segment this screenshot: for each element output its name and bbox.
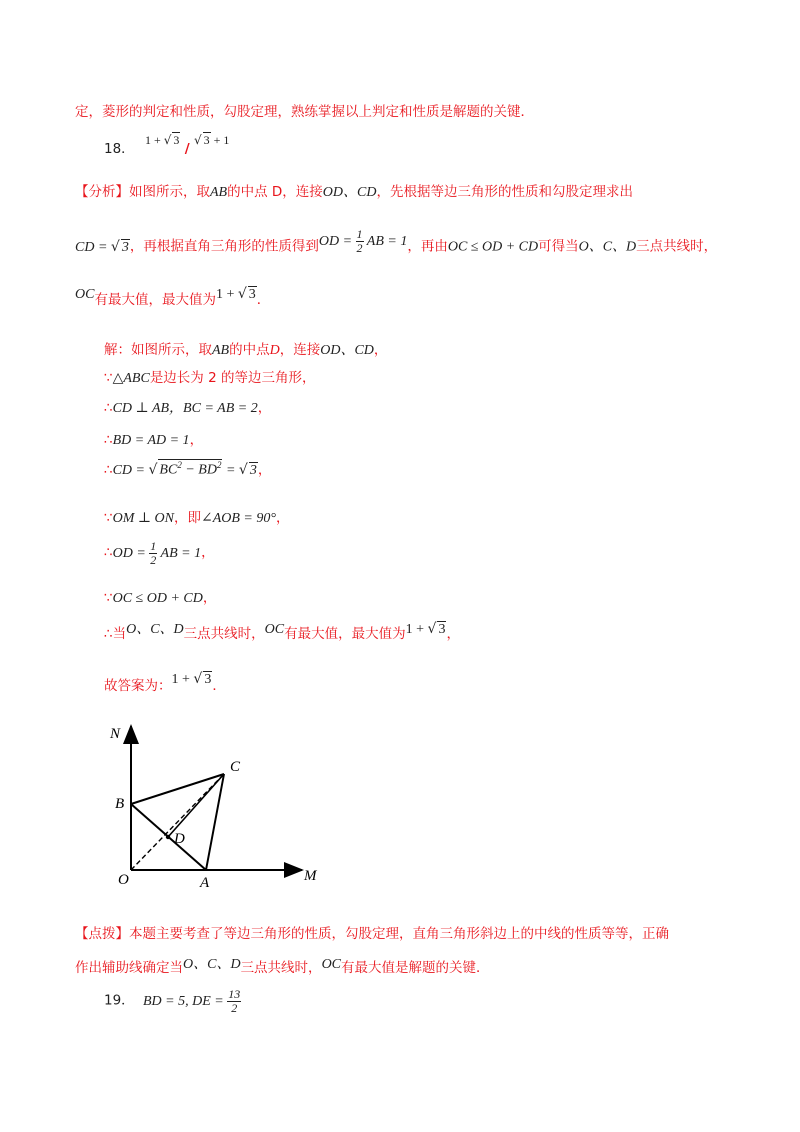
analysis-text: ．	[256, 292, 271, 308]
solution-text: ，	[189, 432, 204, 448]
analysis-text: 如图所示，取	[129, 184, 210, 200]
math-oc-le-od-cd: OC ≤ OD + CD	[112, 591, 203, 606]
analysis-text: 有最大值，最大值为	[94, 292, 216, 308]
math-o-c-d: O、C、D	[126, 622, 184, 637]
math-od-cd: OD、CD	[322, 185, 377, 200]
solution-line-1	[104, 338, 387, 359]
math-oc-le-od-cd: OC ≤ OD + CD	[447, 239, 539, 255]
therefore-symbol: ∴	[104, 462, 113, 478]
math-ab: AB	[210, 185, 228, 200]
remark-line-2	[75, 956, 490, 977]
q19-answer-row	[104, 988, 241, 1015]
solution-line-9	[104, 622, 460, 643]
q18-number: 18．	[104, 141, 135, 157]
q19-number: 19．	[104, 992, 135, 1009]
solution-text: ，	[257, 462, 272, 478]
solution-text: ，连接	[279, 342, 321, 358]
remark-line-1	[75, 922, 669, 942]
math-oc: OC	[75, 287, 95, 302]
label-c: C	[230, 759, 241, 775]
analysis-text: ，先根据等边三角形的性质和勾股定理求出	[376, 184, 633, 200]
math-o-c-d: O、C、D	[578, 239, 637, 255]
q18-answer-row	[104, 132, 229, 157]
therefore-symbol: ∴	[104, 626, 113, 642]
solution-text: ，	[446, 626, 460, 642]
math-od-cd: OD、CD	[320, 343, 374, 358]
math-oc: OC	[321, 957, 342, 972]
solution-line-5	[104, 458, 271, 479]
solution-line-3	[104, 396, 271, 417]
point-d-dot	[166, 835, 170, 839]
analysis-text: 的中点 D，连接	[227, 184, 323, 200]
answer-label: 故答案为：	[104, 678, 172, 694]
math-1-plus-sqrt3: 1 + √ 3	[215, 286, 256, 302]
therefore-symbol: ∴	[104, 400, 113, 416]
math-ab: AB	[212, 343, 230, 358]
math-bd-ad: BD = AD = 1	[112, 433, 190, 448]
because-symbol: ∵	[104, 590, 113, 606]
analysis-text: ，再由	[407, 238, 448, 255]
math-triangle-abc: △ABC	[112, 371, 150, 386]
text-line-top	[75, 100, 534, 120]
because-symbol: ∵	[104, 370, 113, 386]
solution-text: 三点共线时，	[183, 626, 265, 642]
because-symbol: ∵	[104, 510, 113, 526]
solution-text: ．	[212, 678, 226, 694]
geometry-diagram	[106, 718, 346, 898]
label-d: D	[174, 831, 185, 847]
math-cd-pythag: CD = √ $BC^2 - BD^2$ = √ 3	[112, 460, 257, 478]
label-o: O	[118, 872, 129, 888]
solution-line-6	[104, 506, 289, 527]
analysis-tag: 【分析】	[75, 184, 129, 200]
solution-text: ，	[201, 544, 215, 561]
q18-answer-2: √ 3 + 1	[193, 133, 230, 147]
solution-text: ，	[275, 510, 290, 526]
solution-text: ，	[257, 400, 272, 416]
q18-separator: /	[184, 141, 190, 157]
analysis-text: 三点共线时，	[636, 238, 718, 255]
solution-answer	[104, 671, 226, 695]
conclusion-text: 定，菱形的判定和性质，勾股定理，熟练掌握以上判定和性质是解题的关键．	[75, 104, 534, 120]
analysis-line-3	[75, 288, 270, 309]
analysis-line-2	[75, 227, 718, 261]
therefore-symbol: ∴	[104, 544, 113, 561]
solution-line-4	[104, 428, 203, 449]
analysis-text: 可得当	[538, 238, 579, 255]
math-od-half-ab: OD = $\frac{1}{2}$ AB = 1	[112, 539, 202, 567]
analysis-line-1	[75, 180, 633, 201]
math-oc: OC	[264, 622, 285, 637]
math-1-plus-sqrt3: 1 + √ 3	[171, 671, 212, 687]
solution-text: 是边长为 2 的等边三角形，	[149, 370, 316, 386]
label-n: N	[110, 726, 121, 742]
solution-line-7	[104, 540, 215, 567]
q19-answer: BD = 5, DE = $\frac{13}{2}$	[142, 987, 241, 1015]
label-m: M	[304, 868, 317, 884]
remark-text: 有最大值是解题的关键．	[341, 960, 490, 976]
math-od-half-ab: OD = $\frac{1}{2}$ AB = 1	[318, 227, 408, 255]
solution-text: 当	[112, 626, 127, 642]
math-1-plus-sqrt3: 1 + √ 3	[405, 621, 446, 637]
remark-text: 本题主要考查了等边三角形的性质，勾股定理，直角三角形斜边上的中线的性质等等，正确	[129, 926, 669, 942]
remark-text: 三点共线时，	[240, 960, 322, 976]
math-cd-perp-ab: CD ⊥ AB，BC = AB = 2	[112, 401, 258, 416]
math-cd-sqrt3: CD = √ 3	[75, 238, 129, 255]
label-a: A	[200, 875, 210, 891]
remark-text: 作出辅助线确定当	[75, 960, 183, 976]
solution-text: 有最大值，最大值为	[284, 626, 406, 642]
solution-text: ，即	[173, 510, 201, 526]
solution-text: ，	[202, 590, 217, 606]
solution-text: ，	[373, 342, 388, 358]
therefore-symbol: ∴	[104, 432, 113, 448]
remark-tag: 【点拨】	[75, 926, 129, 942]
math-angle-aob: ∠AOB = 90°	[200, 511, 276, 526]
q18-answer-1: 1 + √ 3	[144, 133, 180, 147]
analysis-text: ，再根据直角三角形的性质得到	[129, 238, 319, 255]
math-om-perp-on: OM ⊥ ON	[112, 511, 174, 526]
solution-text: 解：如图所示，取	[104, 342, 212, 358]
solution-line-2	[104, 366, 315, 387]
solution-text: 的中点	[229, 342, 270, 358]
math-o-c-d: O、C、D	[183, 957, 241, 972]
point-d: D	[269, 343, 280, 358]
solution-line-8	[104, 586, 216, 607]
label-b: B	[115, 796, 125, 812]
segment-ca	[206, 774, 224, 870]
